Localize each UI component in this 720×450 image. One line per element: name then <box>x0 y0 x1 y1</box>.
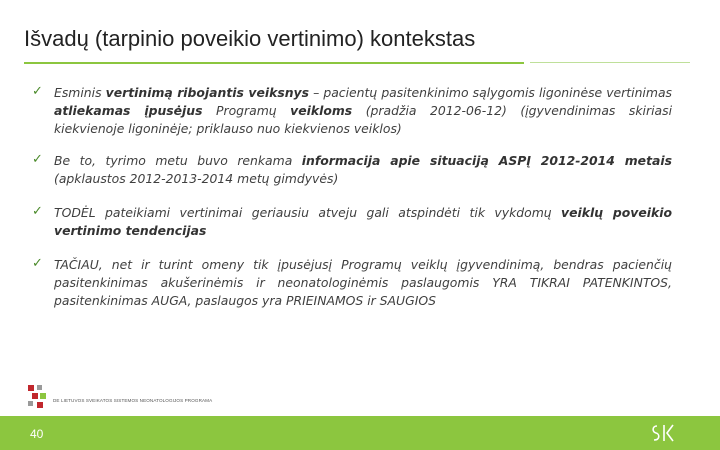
program-logo-text: DE LIETUVOS SVEIKATOS SISTEMOS NEONATOLOGIJOS PROGRAMA <box>53 398 213 403</box>
bullet-segment-bold: veikloms <box>290 103 353 118</box>
bullet-text <box>54 84 672 138</box>
bullet-segment-bold: atliekamas įpusėjus <box>54 103 203 118</box>
bullet-segment-bold: vertinimą ribojantis veiksnys <box>105 85 309 100</box>
bullet-segment: TODĖL pateikiami vertinimai geriausiu atveju gali atspindėti tik vykdomų <box>54 205 562 220</box>
page-number: 40 <box>30 427 44 441</box>
title-underline <box>24 62 524 64</box>
bullet-segment: (apklaustos 2012-2013-2014 metų gimdyvės) <box>54 171 339 186</box>
program-logo-mark-icon <box>28 385 52 411</box>
checkmark-icon: ✓ <box>32 204 43 219</box>
checkmark-icon: ✓ <box>32 256 43 271</box>
bullet-item <box>32 204 672 240</box>
bullet-text <box>54 204 672 240</box>
bullet-item <box>32 152 672 188</box>
slide-title: Išvadų (tarpinio poveikio vertinimo) kontekstas <box>24 26 476 51</box>
bullet-segment: Be to, tyrimo metu buvo renkama <box>54 153 302 168</box>
title-underline-extension <box>530 62 690 63</box>
program-logo <box>28 385 213 411</box>
bullet-item <box>32 256 672 310</box>
bullet-segment: Esminis <box>54 85 106 100</box>
checkmark-icon: ✓ <box>32 84 43 99</box>
bullet-segment-bold: veiklų poveikio vertinimo tendencijas <box>54 205 672 238</box>
bullet-segment: TAČIAU, net ir turint omeny tik įpusėjusį Programų veiklų įgyvendinimą, bendras pacienčių pasitenkinimas akušerinėmis ir neonatologinėmis paslaugomis YRA TIKRAI PATENKINTOS, pasitenkinimas AUGA, paslaugos yra PRIEINAMOS ir SAUGIOS <box>54 257 672 308</box>
bullet-segment: – pacientų pasitenkinimo sąlygomis ligoninėse vertinimas <box>308 85 672 100</box>
bullet-segment: (pradžia 2012-06-12) (įgyvendinimas skiriasi kiekvienoje ligoninėje; priklauso nuo kiekvienos veiklos) <box>54 103 673 136</box>
bullet-text <box>54 256 672 310</box>
bullet-item <box>32 84 672 138</box>
checkmark-icon: ✓ <box>32 152 43 167</box>
bullet-text <box>54 152 672 188</box>
bullet-segment: Programų <box>202 103 291 118</box>
bullet-segment-bold: informacija apie situaciją ASPĮ 2012-2014 metais <box>301 153 672 168</box>
sk-logo-icon <box>649 422 677 444</box>
footer-bar <box>0 416 720 450</box>
bullet-list <box>32 84 672 326</box>
